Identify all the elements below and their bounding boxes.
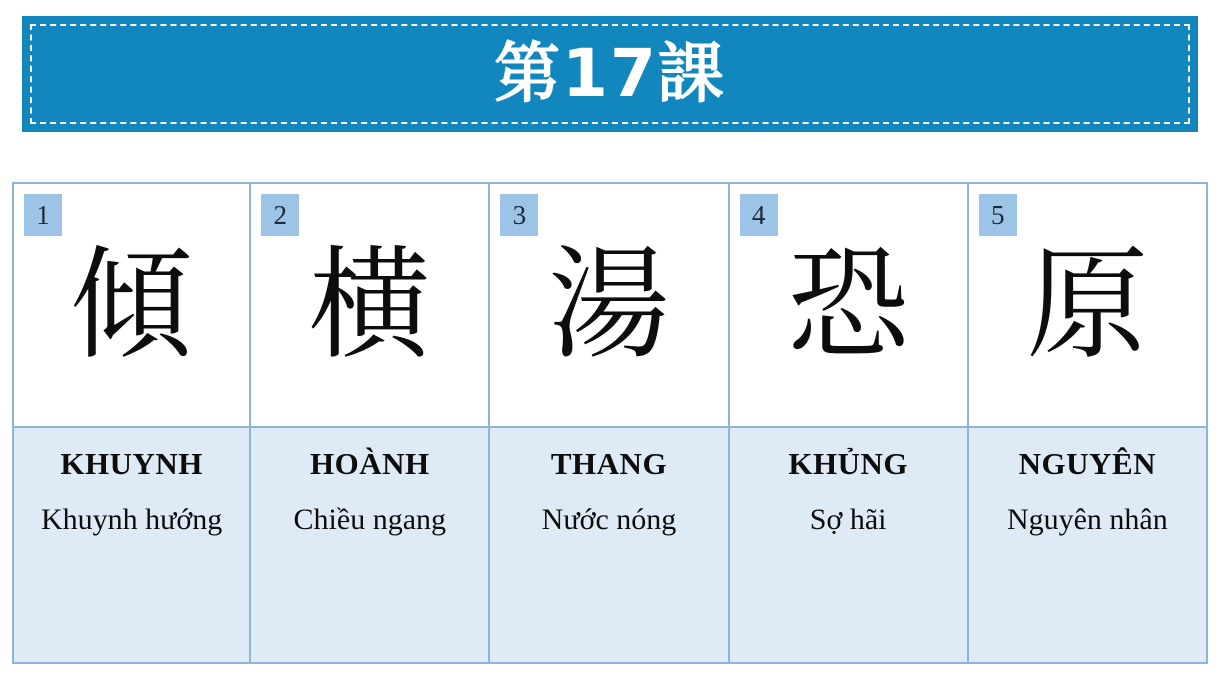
sino-vietnamese-reading: KHỦNG (788, 446, 908, 481)
kanji-card[interactable] (12, 184, 251, 662)
vietnamese-meaning: Nguyên nhân (1006, 503, 1168, 537)
kanji-glyph: 恐 (787, 234, 910, 376)
kanji-card[interactable] (730, 184, 969, 662)
vietnamese-meaning: Khuynh hướng (40, 503, 223, 537)
card-number-badge: 3 (500, 194, 538, 236)
lesson-title-banner (22, 16, 1198, 132)
kanji-glyph: 横 (308, 234, 431, 376)
kanji-card-table (12, 182, 1208, 664)
card-number-badge: 2 (261, 194, 299, 236)
sino-vietnamese-reading: HOÀNH (309, 446, 430, 481)
sino-vietnamese-reading: THANG (550, 446, 668, 481)
kanji-meaning-cell (14, 426, 249, 662)
kanji-meaning-cell (730, 426, 967, 662)
sino-vietnamese-reading: NGUYÊN (1018, 446, 1157, 481)
sino-vietnamese-reading: KHUYNH (60, 446, 203, 481)
kanji-card[interactable] (490, 184, 729, 662)
kanji-meaning-cell (490, 426, 727, 662)
kanji-glyph: 傾 (70, 234, 193, 376)
kanji-meaning-cell (969, 426, 1206, 662)
vietnamese-meaning: Chiều ngang (293, 503, 447, 537)
kanji-glyph: 原 (1026, 234, 1149, 376)
kanji-meaning-cell (251, 426, 488, 662)
vietnamese-meaning: Nước nóng (541, 503, 677, 537)
card-number-badge: 1 (24, 194, 62, 236)
vietnamese-meaning: Sợ hãi (809, 503, 887, 537)
kanji-glyph: 湯 (547, 234, 670, 376)
card-number-badge: 5 (979, 194, 1017, 236)
kanji-card[interactable] (969, 184, 1208, 662)
kanji-card[interactable] (251, 184, 490, 662)
page-title: 第17課 (494, 35, 726, 112)
card-number-badge: 4 (740, 194, 778, 236)
